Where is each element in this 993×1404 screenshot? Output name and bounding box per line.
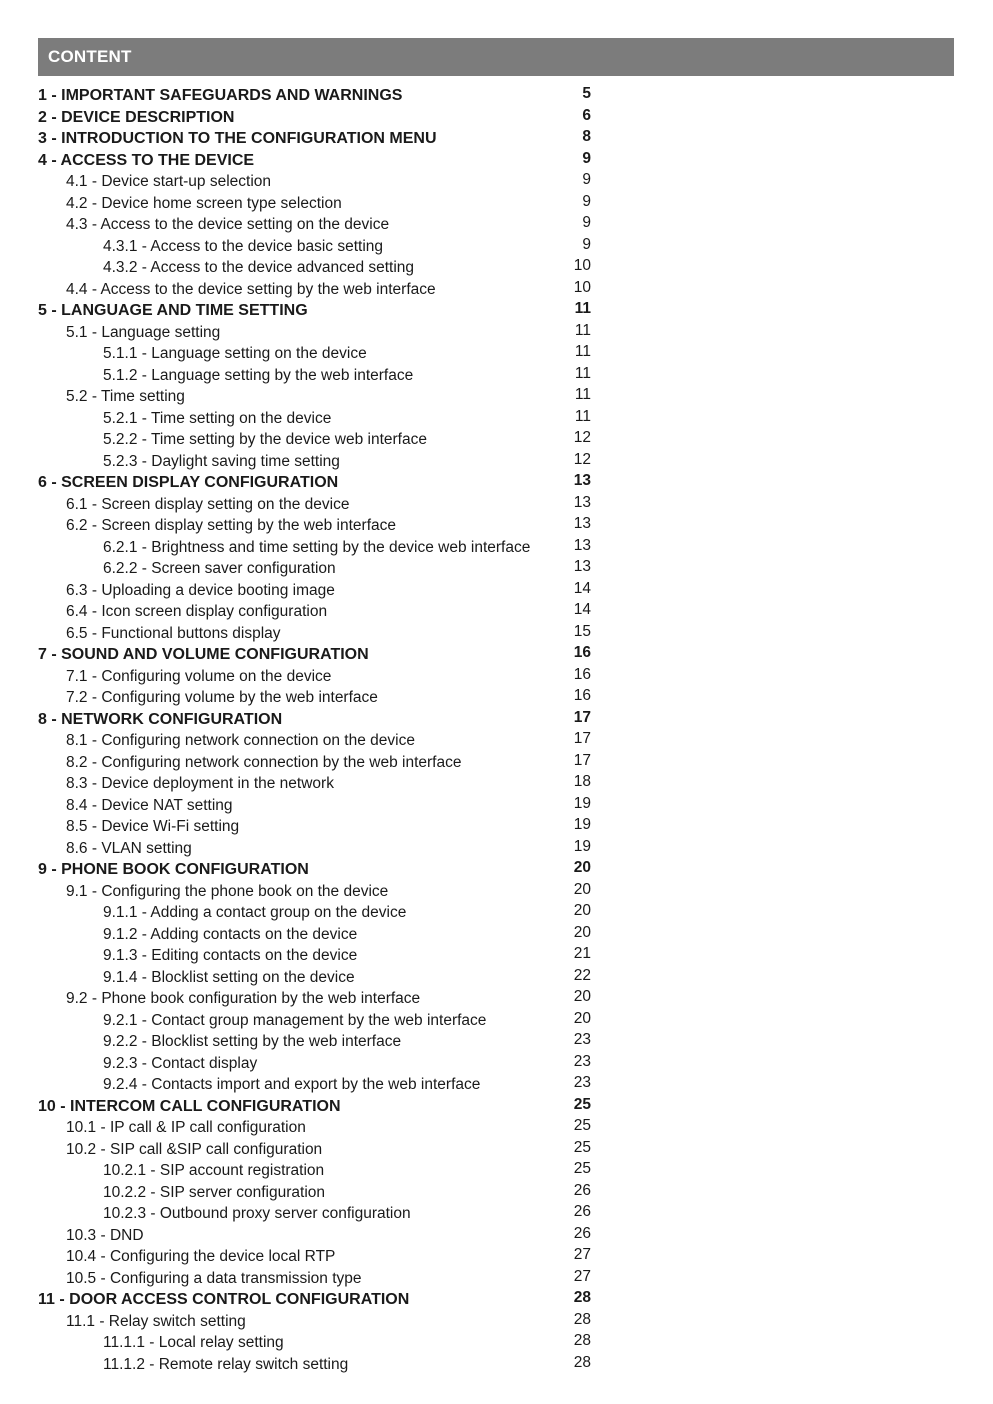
toc-page-number: 20: [573, 859, 591, 876]
toc-subsection-row[interactable]: [38, 666, 598, 688]
toc-entry-title: 9.2.1 - Contact group management by the web interface: [103, 1011, 487, 1029]
toc-entry-title: 10 - INTERCOM CALL CONFIGURATION: [38, 1097, 341, 1115]
toc-subsection-row[interactable]: [38, 902, 598, 924]
toc-page-number: 9: [582, 214, 591, 231]
toc-subsection-row[interactable]: [38, 816, 598, 838]
toc-page-number: 28: [573, 1332, 591, 1349]
toc-page-number: 18: [573, 773, 591, 790]
toc-entry-title: 5.2.1 - Time setting on the device: [103, 409, 332, 427]
toc-page-number: 23: [573, 1074, 591, 1091]
toc-page-number: 26: [573, 1181, 591, 1199]
toc-subsection-row[interactable]: [38, 515, 598, 537]
toc-subsection-row[interactable]: [38, 752, 598, 774]
toc-entry-title: 6.5 - Functional buttons display: [66, 624, 281, 642]
toc-entry-title: 10.2 - SIP call &SIP call configuration: [66, 1140, 323, 1158]
toc-page-number: 20: [573, 923, 591, 941]
toc-page-number: 20: [573, 1009, 591, 1027]
toc-entry-title: 7.1 - Configuring volume on the device: [66, 667, 332, 685]
toc-subsection-row[interactable]: [38, 1117, 598, 1139]
toc-entry-title: 3 - INTRODUCTION TO THE CONFIGURATION MENU: [38, 130, 437, 147]
toc-entry-title: 7.2 - Configuring volume by the web interface: [66, 689, 378, 706]
table-of-contents: [38, 85, 598, 1375]
toc-section-row[interactable]: [38, 107, 598, 129]
toc-subsection-row[interactable]: [38, 795, 598, 817]
toc-section-row[interactable]: [38, 85, 598, 107]
toc-subsection-row[interactable]: [38, 1354, 598, 1376]
toc-subsection-row[interactable]: [38, 236, 598, 258]
toc-entry-title: 6.1 - Screen display setting on the device: [66, 495, 350, 513]
toc-page-number: 17: [573, 708, 591, 726]
toc-subsection-row[interactable]: [38, 429, 598, 451]
toc-entry-title: 6.4 - Icon screen display configuration: [66, 603, 328, 620]
toc-entry-title: 9.2.4 - Contacts import and export by the web interface: [103, 1076, 481, 1093]
toc-section-row[interactable]: [38, 709, 598, 731]
toc-entry-title: 5.1 - Language setting: [66, 323, 221, 341]
toc-subsection-row[interactable]: [38, 171, 598, 193]
toc-entry-title: 11 - DOOR ACCESS CONTROL CONFIGURATION: [38, 1291, 410, 1308]
toc-section-row[interactable]: [38, 1096, 598, 1118]
toc-page-number: 20: [573, 988, 591, 1005]
toc-subsection-row[interactable]: [38, 1053, 598, 1075]
toc-entry-title: 6.3 - Uploading a device booting image: [66, 581, 335, 599]
toc-entry-title: 5.2.2 - Time setting by the device web interface: [103, 431, 427, 448]
toc-section-row[interactable]: [38, 300, 598, 322]
toc-entry-title: 8.3 - Device deployment in the network: [66, 775, 334, 792]
toc-page-number: 15: [573, 622, 591, 640]
toc-page-number: 28: [573, 1289, 591, 1306]
toc-subsection-row[interactable]: [38, 1225, 598, 1247]
toc-entry-title: 9.1.2 - Adding contacts on the device: [103, 925, 358, 943]
toc-section-row[interactable]: [38, 1289, 598, 1311]
toc-page-number: 14: [573, 601, 591, 618]
toc-subsection-row[interactable]: [38, 365, 598, 387]
toc-section-row[interactable]: [38, 128, 598, 150]
toc-subsection-row[interactable]: [38, 494, 598, 516]
toc-subsection-row[interactable]: [38, 451, 598, 473]
toc-entry-title: 9.1.3 - Editing contacts on the device: [103, 947, 358, 964]
toc-entry-title: 8 - NETWORK CONFIGURATION: [38, 710, 283, 728]
toc-entry-title: 9.1.4 - Blocklist setting on the device: [103, 968, 355, 986]
toc-subsection-row[interactable]: [38, 214, 598, 236]
toc-entry-title: 5.2 - Time setting: [66, 388, 185, 405]
toc-entry-title: 11.1.2 - Remote relay switch setting: [103, 1355, 349, 1373]
toc-page-number: 8: [582, 128, 591, 145]
toc-page-number: 20: [573, 880, 591, 898]
toc-entry-title: 8.1 - Configuring network connection on the device: [66, 732, 415, 749]
toc-section-row[interactable]: [38, 859, 598, 881]
toc-subsection-row[interactable]: [38, 773, 598, 795]
toc-page-number: 23: [573, 1052, 591, 1070]
toc-subsection-row[interactable]: [38, 1246, 598, 1268]
toc-page-number: 12: [573, 450, 591, 468]
toc-page-number: 19: [573, 816, 591, 833]
toc-page-number: 16: [573, 644, 591, 661]
toc-page-number: 26: [573, 1203, 591, 1220]
toc-entry-title: 9 - PHONE BOOK CONFIGURATION: [38, 861, 309, 878]
toc-page-number: 13: [573, 493, 591, 511]
toc-subsection-row[interactable]: [38, 623, 598, 645]
toc-subsection-row[interactable]: [38, 1160, 598, 1182]
toc-subsection-row[interactable]: [38, 1332, 598, 1354]
toc-page-number: 13: [573, 472, 591, 489]
toc-page-number: 27: [573, 1267, 591, 1285]
toc-page-number: 28: [573, 1310, 591, 1328]
toc-page-number: 11: [574, 407, 591, 425]
toc-entry-title: 5.1.2 - Language setting by the web interface: [103, 366, 414, 384]
toc-subsection-row[interactable]: [38, 1031, 598, 1053]
toc-subsection-row[interactable]: [38, 558, 598, 580]
toc-subsection-row[interactable]: [38, 881, 598, 903]
toc-subsection-row[interactable]: [38, 1074, 598, 1096]
toc-subsection-row[interactable]: [38, 967, 598, 989]
toc-entry-title: 4.2 - Device home screen type selection: [66, 194, 342, 212]
toc-entry-title: 6 - SCREEN DISPLAY CONFIGURATION: [38, 474, 339, 491]
toc-entry-title: 4.3 - Access to the device setting on the device: [66, 216, 390, 233]
toc-page-number: 19: [573, 794, 591, 812]
toc-section-row[interactable]: [38, 644, 598, 666]
toc-subsection-row[interactable]: [38, 537, 598, 559]
toc-subsection-row[interactable]: [38, 408, 598, 430]
toc-page-number: 9: [582, 149, 591, 167]
toc-subsection-row[interactable]: [38, 322, 598, 344]
toc-subsection-row[interactable]: [38, 580, 598, 602]
toc-entry-title: 6.2.1 - Brightness and time setting by the device web interface: [103, 538, 531, 556]
toc-subsection-row[interactable]: [38, 730, 598, 752]
toc-subsection-row[interactable]: [38, 945, 598, 967]
toc-entry-title: 9.2 - Phone book configuration by the web interface: [66, 990, 421, 1007]
toc-subsection-row[interactable]: [38, 687, 598, 709]
toc-page-number: 17: [573, 751, 591, 769]
toc-subsection-row[interactable]: [38, 601, 598, 623]
toc-subsection-row[interactable]: [38, 343, 598, 365]
toc-subsection-row[interactable]: [38, 1139, 598, 1161]
content-header-bar: [38, 38, 954, 76]
toc-page-number: 25: [573, 1117, 591, 1134]
toc-page-number: 9: [582, 171, 591, 188]
toc-subsection-row[interactable]: [38, 257, 598, 279]
toc-entry-title: 10.1 - IP call & IP call configuration: [66, 1119, 306, 1136]
toc-page-number: 25: [573, 1160, 591, 1177]
toc-page-number: 13: [573, 536, 591, 554]
toc-page-number: 12: [573, 429, 591, 446]
toc-page-number: 10: [573, 257, 591, 274]
toc-page-number: 25: [573, 1095, 591, 1113]
toc-entry-title: 11.1 - Relay switch setting: [66, 1312, 246, 1330]
toc-entry-title: 5.2.3 - Daylight saving time setting: [103, 452, 340, 470]
toc-page-number: 11: [574, 321, 591, 339]
toc-entry-title: 10.2.2 - SIP server configuration: [103, 1183, 326, 1201]
toc-entry-title: 8.6 - VLAN setting: [66, 839, 192, 857]
toc-subsection-row[interactable]: [38, 193, 598, 215]
toc-entry-title: 9.1 - Configuring the phone book on the device: [66, 882, 389, 900]
toc-subsection-row[interactable]: [38, 924, 598, 946]
toc-page-number: 16: [573, 665, 591, 683]
toc-section-row[interactable]: [38, 150, 598, 172]
toc-page-number: 23: [573, 1031, 591, 1048]
toc-entry-title: 6.2.2 - Screen saver configuration: [103, 560, 336, 577]
toc-entry-title: 10.5 - Configuring a data transmission type: [66, 1269, 362, 1287]
toc-entry-title: 11.1.1 - Local relay setting: [103, 1334, 284, 1351]
toc-entry-title: 8.5 - Device Wi-Fi setting: [66, 818, 240, 835]
toc-entry-title: 10.4 - Configuring the device local RTP: [66, 1248, 336, 1265]
toc-page-number: 9: [582, 235, 591, 253]
toc-entry-title: 9.2.3 - Contact display: [103, 1054, 258, 1072]
toc-page-number: 13: [573, 515, 591, 532]
toc-entry-title: 7 - SOUND AND VOLUME CONFIGURATION: [38, 646, 369, 663]
toc-subsection-row[interactable]: [38, 1311, 598, 1333]
toc-entry-title: 4.4 - Access to the device setting by the web interface: [66, 280, 436, 298]
toc-entry-title: 5 - LANGUAGE AND TIME SETTING: [38, 302, 308, 319]
toc-section-row[interactable]: [38, 472, 598, 494]
toc-page-number: 10: [573, 278, 591, 296]
toc-subsection-row[interactable]: [38, 988, 598, 1010]
toc-entry-title: 5.1.1 - Language setting on the device: [103, 345, 367, 362]
toc-entry-title: 8.4 - Device NAT setting: [66, 796, 233, 814]
toc-entry-title: 10.2.3 - Outbound proxy server configuration: [103, 1205, 411, 1222]
toc-page-number: 20: [573, 902, 591, 919]
toc-entry-title: 8.2 - Configuring network connection by the web interface: [66, 753, 462, 771]
toc-page-number: 14: [573, 579, 591, 597]
toc-subsection-row[interactable]: [38, 1268, 598, 1290]
toc-page-number: 21: [573, 945, 591, 962]
toc-entry-title: 6.2 - Screen display setting by the web interface: [66, 517, 396, 534]
toc-entry-title: 10.2.1 - SIP account registration: [103, 1162, 325, 1179]
toc-page-number: 11: [574, 386, 591, 403]
toc-page-number: 5: [582, 85, 591, 102]
toc-entry-title: 1 - IMPORTANT SAFEGUARDS AND WARNINGS: [38, 87, 403, 104]
toc-page-number: 11: [574, 343, 591, 360]
toc-page-number: 16: [573, 687, 591, 704]
toc-entry-title: 4 - ACCESS TO THE DEVICE: [38, 151, 255, 169]
toc-page-number: 28: [573, 1353, 591, 1371]
toc-page-number: 11: [574, 300, 591, 317]
toc-page-number: 27: [573, 1246, 591, 1263]
toc-subsection-row[interactable]: [38, 279, 598, 301]
toc-page-number: 25: [573, 1138, 591, 1156]
content-title: CONTENT: [48, 47, 132, 66]
toc-entry-title: 4.3.1 - Access to the device basic setting: [103, 237, 384, 255]
toc-entry-title: 10.3 - DND: [66, 1226, 144, 1244]
toc-page-number: 17: [573, 730, 591, 747]
toc-entry-title: 9.1.1 - Adding a contact group on the device: [103, 904, 407, 921]
toc-page-number: 26: [573, 1224, 591, 1242]
toc-subsection-row[interactable]: [38, 1182, 598, 1204]
toc-entry-title: 4.1 - Device start-up selection: [66, 173, 272, 190]
toc-subsection-row[interactable]: [38, 1203, 598, 1225]
toc-page-number: 19: [573, 837, 591, 855]
toc-page-number: 13: [573, 558, 591, 575]
toc-page-number: 11: [574, 364, 591, 382]
toc-entry-title: 2 - DEVICE DESCRIPTION: [38, 108, 235, 126]
toc-entry-title: 4.3.2 - Access to the device advanced setting: [103, 259, 415, 276]
toc-entry-title: 9.2.2 - Blocklist setting by the web interface: [103, 1033, 402, 1050]
toc-page-number: 9: [582, 192, 591, 210]
toc-subsection-row[interactable]: [38, 386, 598, 408]
toc-subsection-row[interactable]: [38, 1010, 598, 1032]
toc-subsection-row[interactable]: [38, 838, 598, 860]
toc-page-number: 22: [573, 966, 591, 984]
toc-page-number: 6: [582, 106, 591, 124]
